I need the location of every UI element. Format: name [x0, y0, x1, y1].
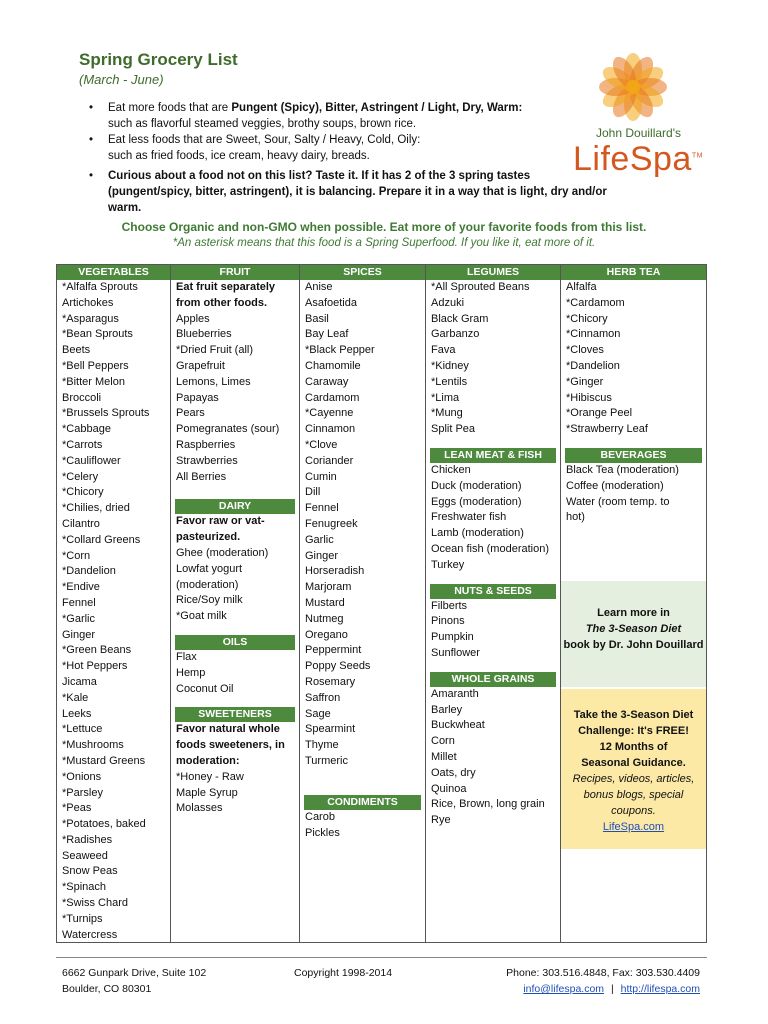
list-item: Thyme	[305, 739, 339, 752]
sweeteners-intro: Favor natural whole foods sweeteners, in moderation:	[176, 723, 285, 767]
lean-meat-list	[426, 463, 560, 574]
list-item: *Dandelion	[62, 565, 116, 578]
list-item: *Celery	[62, 470, 99, 483]
list-item: Water (room temp. to hot)	[566, 495, 670, 524]
dairy-intro: Favor raw or vat-pasteurized.	[176, 515, 265, 544]
list-item: Millet	[431, 750, 457, 763]
list-item: Anise	[305, 281, 333, 293]
bullet-icon: •	[89, 134, 94, 146]
list-item: Basil	[305, 312, 329, 325]
list-item: Chamomile	[305, 359, 361, 372]
list-item: Cinnamon	[305, 423, 356, 436]
list-item: *Clove	[305, 438, 338, 451]
herb-tea-header: HERB TEA	[561, 265, 706, 280]
sweeteners-list	[171, 770, 299, 817]
list-item: *Garlic	[62, 612, 96, 625]
list-item: Beets	[62, 344, 91, 357]
list-item: Alfalfa	[566, 281, 597, 293]
list-item: *Chicory	[62, 486, 104, 499]
list-item: *Ginger	[566, 375, 604, 388]
list-item: *Endive	[62, 581, 100, 594]
list-item: *Chicory	[566, 312, 608, 325]
list-item: (moderation)	[176, 578, 239, 591]
list-item: Coconut Oil	[176, 682, 234, 695]
list-item: *Mung	[431, 407, 463, 420]
list-item: Bay Leaf	[305, 328, 349, 341]
list-item: *Potatoes, baked	[62, 818, 146, 831]
list-item: Garbanzo	[431, 328, 480, 341]
logo-top-text: John Douillard's	[596, 126, 682, 140]
list-item: Seaweed	[62, 849, 108, 862]
challenge-line-2: Challenge: It's FREE!	[578, 725, 689, 737]
page-title: Spring Grocery List	[79, 50, 238, 69]
list-item: Cardamom	[305, 391, 360, 404]
footer-links	[506, 981, 700, 997]
guideline-text: Eat less foods that are Sweet, Sour, Salty / Heavy, Cold, Oily:	[108, 134, 421, 146]
logo-tm: TM	[691, 152, 703, 160]
address-line-1: 6662 Gunpark Drive, Suite 102	[62, 967, 207, 979]
guideline-item	[80, 168, 640, 216]
spices-column	[300, 265, 426, 942]
list-item: Coriander	[305, 454, 354, 467]
list-item: Buckwheat	[431, 719, 485, 732]
list-item: Rice, Brown, long grain	[431, 798, 545, 811]
list-item: *Carrots	[62, 438, 103, 451]
list-item: Pickles	[305, 826, 340, 839]
list-item: Spearmint	[305, 723, 356, 736]
list-item: *Bell Peppers	[62, 359, 129, 372]
list-item: Sunflower	[431, 646, 480, 659]
list-item: Nutmeg	[305, 612, 344, 625]
list-item: Oats, dry	[431, 766, 476, 779]
list-item: Cilantro	[62, 517, 100, 530]
list-item: *Cabbage	[62, 423, 111, 436]
fruit-column	[171, 265, 300, 942]
list-item: *Radishes	[62, 833, 113, 846]
footer-phone: Phone: 303.516.4848, Fax: 303.530.4409	[506, 967, 700, 979]
list-item: *Orange Peel	[566, 407, 633, 420]
list-item: Lemons, Limes	[176, 375, 251, 388]
legumes-list	[426, 280, 560, 438]
list-item: Freshwater fish	[431, 511, 507, 524]
list-item: Peppermint	[305, 644, 362, 657]
list-item: Coffee (moderation)	[566, 479, 664, 492]
condiments-header: CONDIMENTS	[304, 795, 421, 810]
list-item: Rice/Soy milk	[176, 594, 243, 607]
list-item: Lowfat yogurt	[176, 562, 243, 575]
challenge-line-7: coupons.	[611, 805, 656, 817]
challenge-line-6: bonus blogs, special	[583, 789, 684, 801]
asterisk-note: *An asterisk means that this food is a Spring Superfood. If you like it, eat more of it.	[172, 237, 596, 249]
list-item: *Cardamom	[566, 296, 625, 309]
list-item: Adzuki	[431, 296, 465, 309]
list-item: *Bean Sprouts	[62, 328, 133, 341]
website-link[interactable]: http://lifespa.com	[620, 983, 700, 995]
list-item: Grapefruit	[176, 359, 225, 372]
beverages-header: BEVERAGES	[565, 448, 702, 463]
list-item: Apples	[176, 312, 210, 325]
sweeteners-header: SWEETENERS	[175, 707, 295, 722]
footer-copyright: Copyright 1998-2014	[294, 967, 393, 979]
list-item: Quinoa	[431, 782, 467, 795]
guideline-list	[80, 100, 640, 216]
list-item: *Turnips	[62, 912, 103, 925]
list-item: Broccoli	[62, 391, 102, 404]
list-item: *Kale	[62, 691, 89, 704]
list-item: *Parsley	[62, 786, 103, 799]
list-item: *All Sprouted Beans	[431, 281, 530, 293]
vegetables-header: VEGETABLES	[57, 265, 170, 280]
spices-header: SPICES	[300, 265, 425, 280]
list-item: *Corn	[62, 549, 91, 562]
list-item: *Lentils	[431, 375, 468, 388]
list-item: Watercress	[62, 928, 118, 941]
challenge-line-5: Recipes, videos, articles,	[572, 773, 695, 785]
list-item: Duck (moderation)	[431, 479, 522, 492]
list-item: Jicama	[62, 675, 97, 688]
logo-brand-name: LifeSpa	[573, 140, 692, 178]
list-item: Chicken	[431, 463, 471, 476]
condiments-list	[300, 810, 425, 842]
grocery-table	[56, 264, 707, 943]
list-item: Lamb (moderation)	[431, 527, 524, 540]
list-item: Barley	[431, 703, 463, 716]
lean-meat-header: LEAN MEAT & FISH	[430, 448, 556, 463]
legumes-header: LEGUMES	[426, 265, 560, 280]
list-item: Filberts	[431, 599, 468, 612]
list-item: *Alfalfa Sprouts	[62, 281, 138, 293]
list-item: Leeks	[62, 707, 92, 720]
list-item: Fenugreek	[305, 517, 358, 530]
list-item: Horseradish	[305, 565, 365, 578]
list-item: Marjoram	[305, 581, 352, 594]
list-item: *Bitter Melon	[62, 375, 125, 388]
page-subtitle: (March - June)	[79, 72, 164, 87]
list-item: Strawberries	[176, 454, 238, 467]
list-item: *Brussels Sprouts	[62, 407, 150, 420]
list-item: *Lettuce	[62, 723, 103, 736]
list-item: *Cloves	[566, 344, 604, 357]
fruit-header: FRUIT	[171, 265, 299, 280]
learn-more-box	[561, 581, 706, 687]
list-item: Cumin	[305, 470, 337, 483]
list-item: Pinons	[431, 615, 465, 628]
whole-grains-header: WHOLE GRAINS	[430, 672, 556, 687]
challenge-line-3: 12 Months of	[599, 741, 668, 753]
vegetables-list	[57, 280, 170, 943]
email-link[interactable]: info@lifespa.com	[523, 983, 605, 995]
challenge-line-4: Seasonal Guidance.	[581, 757, 686, 769]
list-item: Black Tea (moderation)	[566, 463, 679, 476]
nuts-seeds-header: NUTS & SEEDS	[430, 584, 556, 599]
list-item: *Peas	[62, 802, 92, 815]
spices-list	[300, 280, 425, 770]
list-item: Raspberries	[176, 438, 236, 451]
list-item: Turmeric	[305, 754, 348, 767]
footer-divider	[56, 957, 707, 958]
list-item: Papayas	[176, 391, 219, 404]
list-item: Dill	[305, 486, 321, 499]
list-item: Amaranth	[431, 687, 479, 700]
footer-contact	[506, 965, 700, 997]
organic-note: Choose Organic and non-GMO when possible. Eat more of your favorite foods from this list.	[121, 220, 647, 234]
challenge-box	[561, 689, 706, 849]
list-item: *Cayenne	[305, 407, 354, 420]
list-item: Sage	[305, 707, 331, 720]
list-item: Blueberries	[176, 328, 232, 341]
list-item: *Collard Greens	[62, 533, 141, 546]
list-item: Ocean fish (moderation)	[431, 542, 549, 555]
beverages-list	[561, 463, 706, 526]
list-item: *Mustard Greens	[62, 754, 146, 767]
dairy-list	[171, 546, 299, 625]
guideline-example: (pungent/spicy, bitter, astringent), it is balancing. Prepare it in a way that is light, dry and/or warm.	[108, 186, 607, 214]
guideline-text: Curious about a food not on this list? Taste it. If it has 2 of the 3 spring tastes	[108, 170, 531, 182]
list-item: Caraway	[305, 375, 349, 388]
list-item: Ginger	[305, 549, 339, 562]
list-item: Oregano	[305, 628, 348, 641]
list-item: *Asparagus	[62, 312, 119, 325]
list-item: Poppy Seeds	[305, 660, 371, 673]
oils-list	[171, 650, 299, 697]
list-item: Pears	[176, 407, 205, 420]
list-item: Artichokes	[62, 296, 114, 309]
footer-address	[62, 965, 206, 997]
nuts-seeds-list	[426, 599, 560, 662]
list-item: Corn	[431, 735, 455, 748]
fruit-intro: Eat fruit separately from other foods.	[176, 281, 276, 309]
book-title: The 3-Season Diet	[585, 623, 682, 635]
whole-grains-list	[426, 687, 560, 829]
bullet-icon: •	[89, 170, 94, 182]
list-item: Turkey	[431, 558, 465, 571]
fruit-list	[171, 312, 299, 486]
list-item: *Dandelion	[566, 359, 620, 372]
guideline-example: such as flavorful steamed veggies, brothy soups, brown rice.	[108, 118, 417, 130]
herb-tea-column	[561, 265, 706, 942]
dairy-header: DAIRY	[175, 499, 295, 514]
herb-tea-list	[561, 280, 706, 438]
list-item: *Strawberry Leaf	[566, 423, 648, 436]
list-item: *Goat milk	[176, 610, 227, 623]
guideline-text: Eat more foods that are	[108, 102, 232, 114]
list-item: *Hibiscus	[566, 391, 612, 404]
list-item: Mustard	[305, 596, 345, 609]
list-item: Fennel	[305, 502, 339, 515]
list-item: Hemp	[176, 666, 206, 679]
legumes-column	[426, 265, 561, 942]
list-item: *Mushrooms	[62, 739, 124, 752]
list-item: Maple Syrup	[176, 786, 238, 799]
list-item: *Honey - Raw	[176, 770, 244, 783]
list-item: *Dried Fruit (all)	[176, 344, 254, 357]
list-item: *Onions	[62, 770, 102, 783]
list-item: Snow Peas	[62, 865, 118, 878]
guideline-item	[80, 132, 640, 164]
list-item: Eggs (moderation)	[431, 495, 522, 508]
list-item: *Black Pepper	[305, 344, 375, 357]
list-item: Black Gram	[431, 312, 489, 325]
list-item: *Cinnamon	[566, 328, 621, 341]
list-item: Pomegranates (sour)	[176, 423, 280, 436]
learn-line-3: book by Dr. John Douillard	[563, 639, 704, 651]
list-item: Rye	[431, 814, 451, 827]
list-item: Flax	[176, 650, 197, 663]
list-item: Molasses	[176, 802, 223, 815]
learn-line-1: Learn more in	[597, 607, 670, 619]
list-item: Fennel	[62, 596, 96, 609]
list-item: *Green Beans	[62, 644, 132, 657]
oils-header: OILS	[175, 635, 295, 650]
address-line-2: Boulder, CO 80301	[62, 983, 152, 995]
challenge-line-1: Take the 3-Season Diet	[573, 709, 694, 721]
guideline-item	[80, 100, 640, 132]
lifespa-link[interactable]: LifeSpa.com	[602, 821, 665, 833]
list-item: Ginger	[62, 628, 96, 641]
list-item: Ghee (moderation)	[176, 546, 269, 559]
footer-separator: |	[610, 983, 614, 995]
list-item: Pumpkin	[431, 631, 474, 644]
list-item: Carob	[305, 810, 335, 823]
vegetables-column	[57, 265, 171, 942]
list-item: *Cauliflower	[62, 454, 121, 467]
list-item: Garlic	[305, 533, 334, 546]
list-item: Fava	[431, 344, 456, 357]
guideline-emphasis: Pungent (Spicy), Bitter, Astringent / Light, Dry, Warm:	[231, 102, 523, 114]
list-item: Rosemary	[305, 675, 356, 688]
list-item: Split Pea	[431, 423, 476, 436]
list-item: *Hot Peppers	[62, 660, 128, 673]
list-item: *Chilies, dried	[62, 502, 130, 515]
list-item: *Spinach	[62, 881, 107, 894]
guideline-example: such as fried foods, ice cream, heavy dairy, breads.	[108, 150, 370, 162]
list-item: Saffron	[305, 691, 341, 704]
list-item: *Kidney	[431, 359, 469, 372]
bullet-icon: •	[89, 102, 94, 114]
list-item: Asafoetida	[305, 296, 357, 309]
list-item: *Swiss Chard	[62, 897, 129, 910]
list-item: *Lima	[431, 391, 460, 404]
logo-center	[626, 80, 640, 94]
list-item: All Berries	[176, 470, 227, 483]
